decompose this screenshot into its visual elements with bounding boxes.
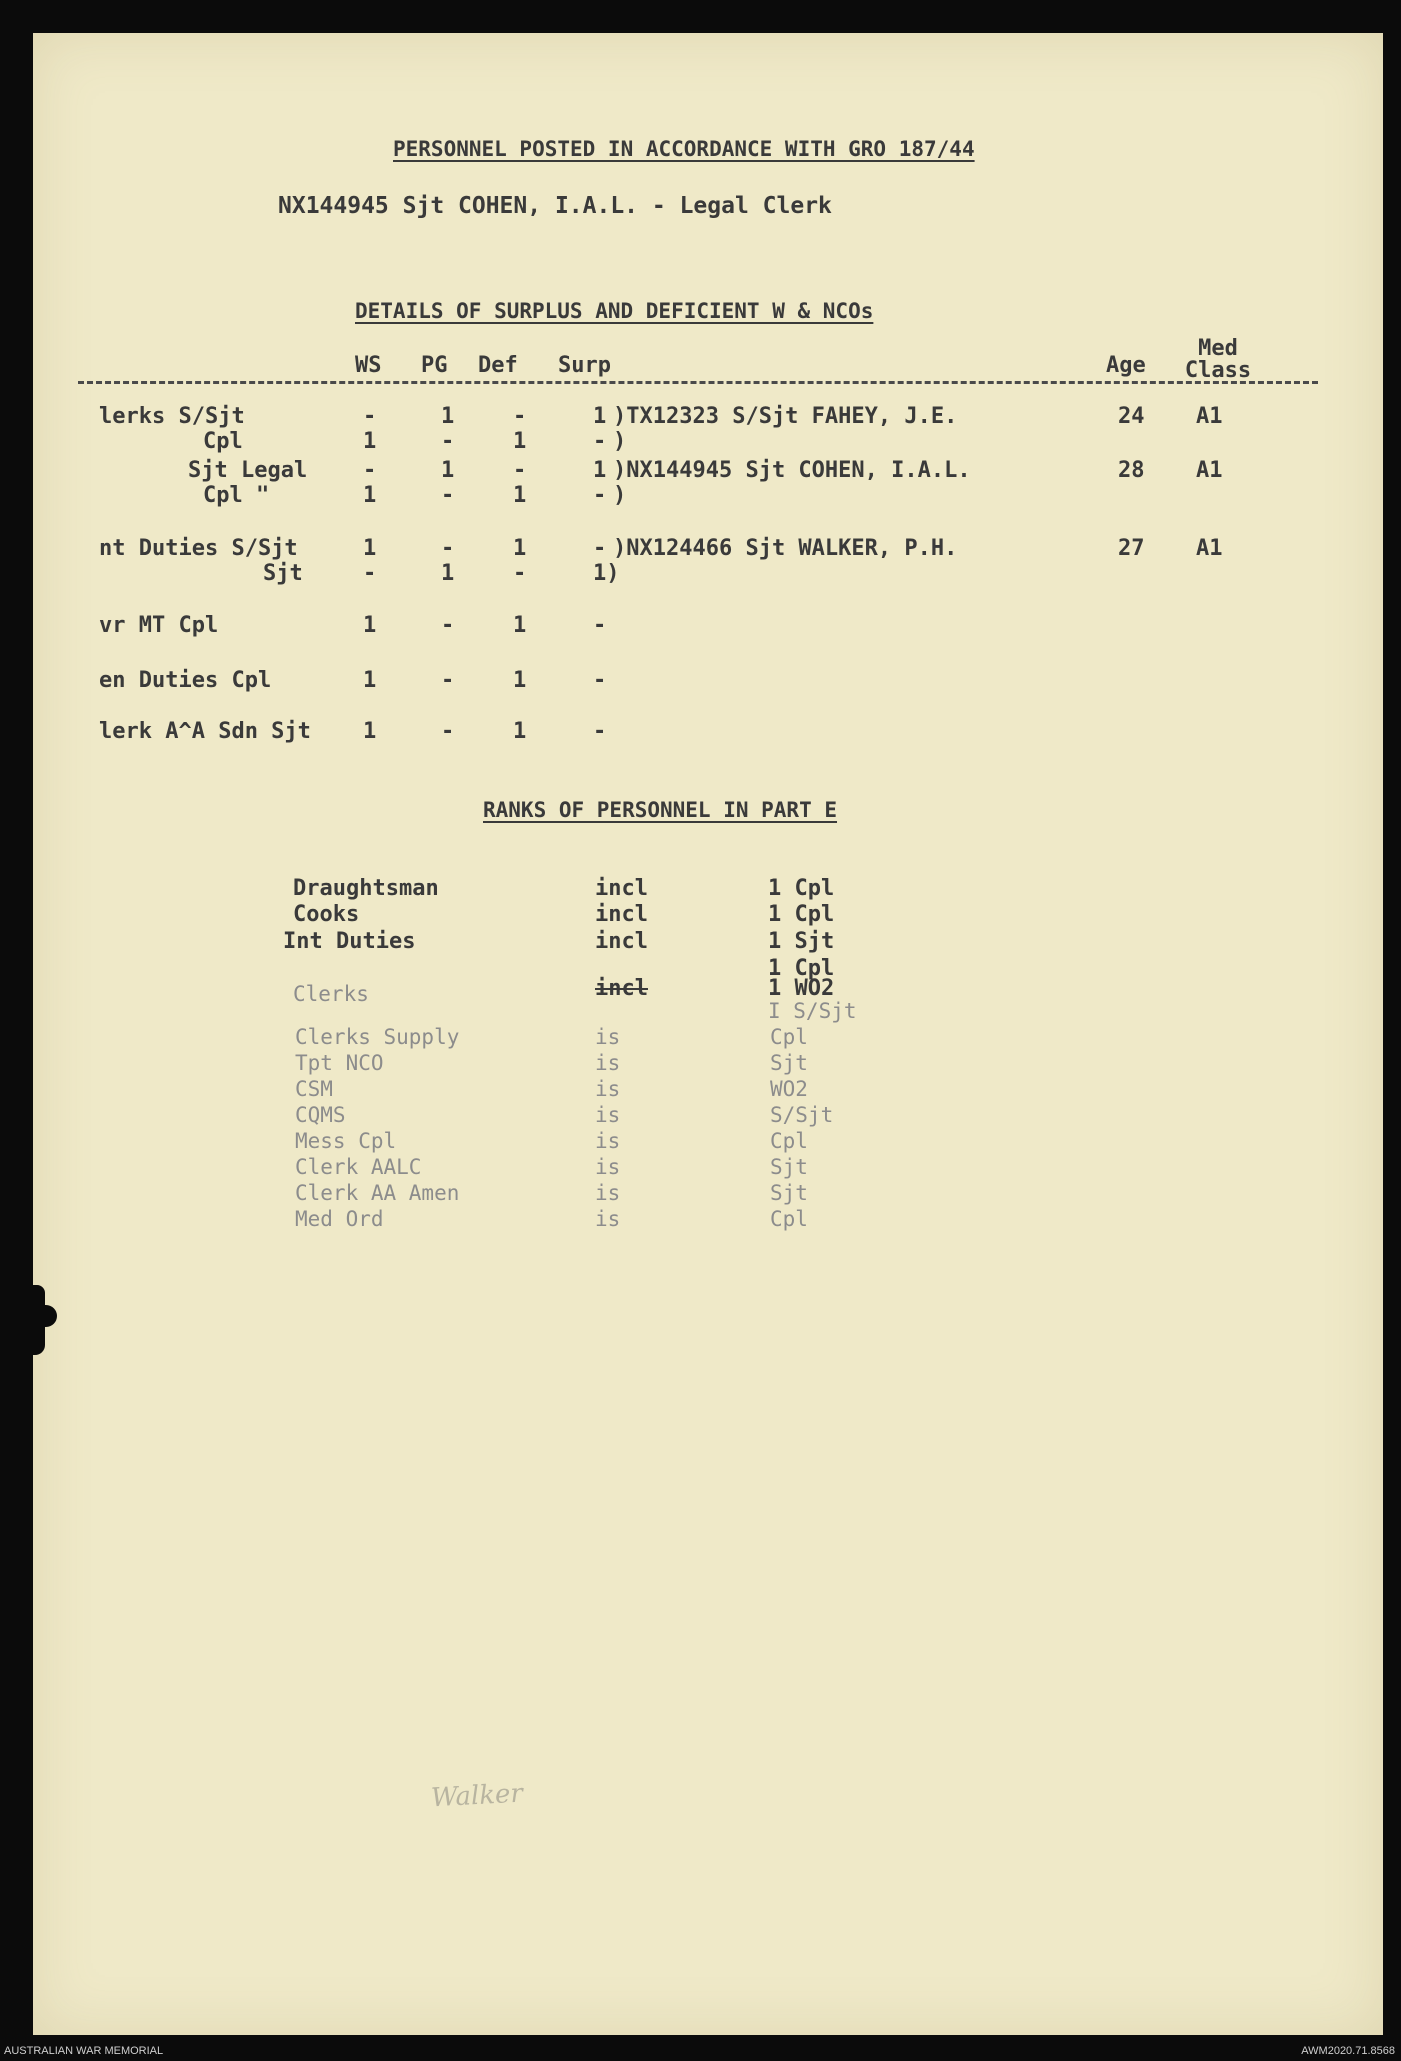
rank-relation: is bbox=[595, 1077, 621, 1101]
row-med: A1 bbox=[1196, 536, 1223, 561]
rank-role: Clerk AA Amen bbox=[295, 1181, 460, 1205]
row-def: 1 bbox=[513, 536, 527, 561]
rank-role: Cooks bbox=[293, 902, 360, 927]
row-ws: 1 bbox=[363, 668, 377, 693]
clerks-rank: 1 WO2 bbox=[768, 976, 835, 1001]
row-label: Cpl " bbox=[203, 483, 270, 508]
row-surp: - bbox=[593, 483, 607, 508]
row-age: 27 bbox=[1118, 536, 1145, 561]
header-ws: WS bbox=[355, 353, 382, 378]
rank-value: Cpl bbox=[770, 1129, 808, 1153]
rank-role: Tpt NCO bbox=[295, 1051, 384, 1075]
rank-relation: is bbox=[595, 1155, 621, 1179]
row-surp: 1) bbox=[593, 561, 620, 586]
row-pg: - bbox=[441, 483, 455, 508]
rank-relation: is bbox=[595, 1051, 621, 1075]
row-pg: - bbox=[441, 668, 455, 693]
rank-value: Cpl bbox=[770, 1025, 808, 1049]
row-def: 1 bbox=[513, 483, 527, 508]
document-subtitle: NX144945 Sjt COHEN, I.A.L. - Legal Clerk bbox=[278, 193, 832, 219]
header-surp: Surp bbox=[558, 353, 611, 378]
rank-relation: incl bbox=[595, 876, 648, 901]
row-age: 24 bbox=[1118, 404, 1145, 429]
rank-relation: is bbox=[595, 1025, 621, 1049]
rank-value: Sjt bbox=[770, 1155, 808, 1179]
row-label: en Duties Cpl bbox=[99, 668, 272, 693]
row-surp: - bbox=[593, 719, 607, 744]
row-def: 1 bbox=[513, 429, 527, 454]
rank-role: Int Duties bbox=[283, 929, 416, 954]
row-entry: )TX12323 S/Sjt FAHEY, J.E. bbox=[613, 404, 958, 429]
clerks-role: Clerks bbox=[293, 982, 369, 1006]
row-ws: 1 bbox=[363, 429, 377, 454]
rank-relation: is bbox=[595, 1181, 621, 1205]
row-label: lerk A^A Sdn Sjt bbox=[99, 719, 311, 744]
row-pg: - bbox=[441, 719, 455, 744]
row-entry: )NX124466 Sjt WALKER, P.H. bbox=[613, 536, 958, 561]
rank-role: CQMS bbox=[295, 1103, 346, 1127]
row-pg: - bbox=[441, 536, 455, 561]
rank-value: Sjt bbox=[770, 1051, 808, 1075]
row-label: Sjt bbox=[263, 561, 303, 586]
row-def: 1 bbox=[513, 719, 527, 744]
rank-value: Sjt bbox=[770, 1181, 808, 1205]
header-def: Def bbox=[478, 353, 518, 378]
row-def: 1 bbox=[513, 668, 527, 693]
row-entry: ) bbox=[613, 429, 627, 454]
row-ws: 1 bbox=[363, 483, 377, 508]
document-page bbox=[33, 33, 1383, 2035]
row-def: 1 bbox=[513, 613, 527, 638]
row-ws: 1 bbox=[363, 536, 377, 561]
row-surp: - bbox=[593, 613, 607, 638]
row-surp: 1 bbox=[593, 404, 607, 429]
row-surp: - bbox=[593, 536, 607, 561]
header-med-class: Med Class bbox=[1184, 336, 1252, 383]
footer-left: AUSTRALIAN WAR MEMORIAL bbox=[4, 2045, 164, 2057]
document-title: PERSONNEL POSTED IN ACCORDANCE WITH GRO 187/44 bbox=[393, 137, 975, 161]
row-def: - bbox=[513, 458, 527, 483]
row-entry: ) bbox=[613, 483, 627, 508]
rank-role: Med Ord bbox=[295, 1207, 384, 1231]
rank-relation: is bbox=[595, 1129, 621, 1153]
rank-role: Draughtsman bbox=[293, 876, 439, 901]
rank-role: Mess Cpl bbox=[295, 1129, 397, 1153]
clerks-rank-2: I S/Sjt bbox=[768, 999, 857, 1023]
row-ws: - bbox=[363, 561, 377, 586]
row-label: vr MT Cpl bbox=[99, 613, 219, 638]
rank-relation: is bbox=[595, 1103, 621, 1127]
clerks-rel: incl bbox=[595, 976, 648, 1001]
row-label: lerks S/Sjt bbox=[99, 404, 245, 429]
row-med: A1 bbox=[1196, 404, 1223, 429]
row-ws: - bbox=[363, 458, 377, 483]
rank-role: Clerks Supply bbox=[295, 1025, 460, 1049]
header-age: Age bbox=[1106, 353, 1146, 378]
rank-value: 1 Cpl bbox=[768, 956, 835, 981]
row-surp: 1 bbox=[593, 458, 607, 483]
row-pg: 1 bbox=[441, 561, 455, 586]
rank-role: CSM bbox=[295, 1077, 333, 1101]
row-surp: - bbox=[593, 429, 607, 454]
row-entry: )NX144945 Sjt COHEN, I.A.L. bbox=[613, 458, 971, 483]
rank-role: Clerk AALC bbox=[295, 1155, 422, 1179]
rank-relation: is bbox=[595, 1207, 621, 1231]
row-label: Cpl bbox=[203, 429, 243, 454]
row-med: A1 bbox=[1196, 458, 1223, 483]
row-pg: - bbox=[441, 429, 455, 454]
row-ws: - bbox=[363, 404, 377, 429]
row-pg: 1 bbox=[441, 458, 455, 483]
rank-value: 1 Cpl bbox=[768, 902, 835, 927]
rank-value: S/Sjt bbox=[770, 1103, 834, 1127]
rank-value: 1 Sjt bbox=[768, 929, 835, 954]
row-def: - bbox=[513, 561, 527, 586]
row-label: Sjt Legal bbox=[188, 458, 308, 483]
row-surp: - bbox=[593, 668, 607, 693]
section-surplus-title: DETAILS OF SURPLUS AND DEFICIENT W & NCOs bbox=[355, 299, 874, 323]
header-rule bbox=[78, 381, 1318, 384]
pencil-note: Walker bbox=[430, 1778, 524, 1814]
torn-edge-2 bbox=[33, 1305, 57, 1327]
header-pg: PG bbox=[421, 353, 448, 378]
rank-value: WO2 bbox=[770, 1077, 808, 1101]
row-pg: 1 bbox=[441, 404, 455, 429]
footer-right: AWM2020.71.8568 bbox=[1301, 2045, 1395, 2057]
section-ranks-title: RANKS OF PERSONNEL IN PART E bbox=[483, 798, 838, 822]
row-ws: 1 bbox=[363, 719, 377, 744]
rank-value: 1 Cpl bbox=[768, 876, 835, 901]
rank-value: Cpl bbox=[770, 1207, 808, 1231]
row-age: 28 bbox=[1118, 458, 1145, 483]
rank-relation: incl bbox=[595, 929, 648, 954]
rank-relation: incl bbox=[595, 902, 648, 927]
row-label: nt Duties S/Sjt bbox=[99, 536, 298, 561]
row-pg: - bbox=[441, 613, 455, 638]
row-ws: 1 bbox=[363, 613, 377, 638]
row-def: - bbox=[513, 404, 527, 429]
